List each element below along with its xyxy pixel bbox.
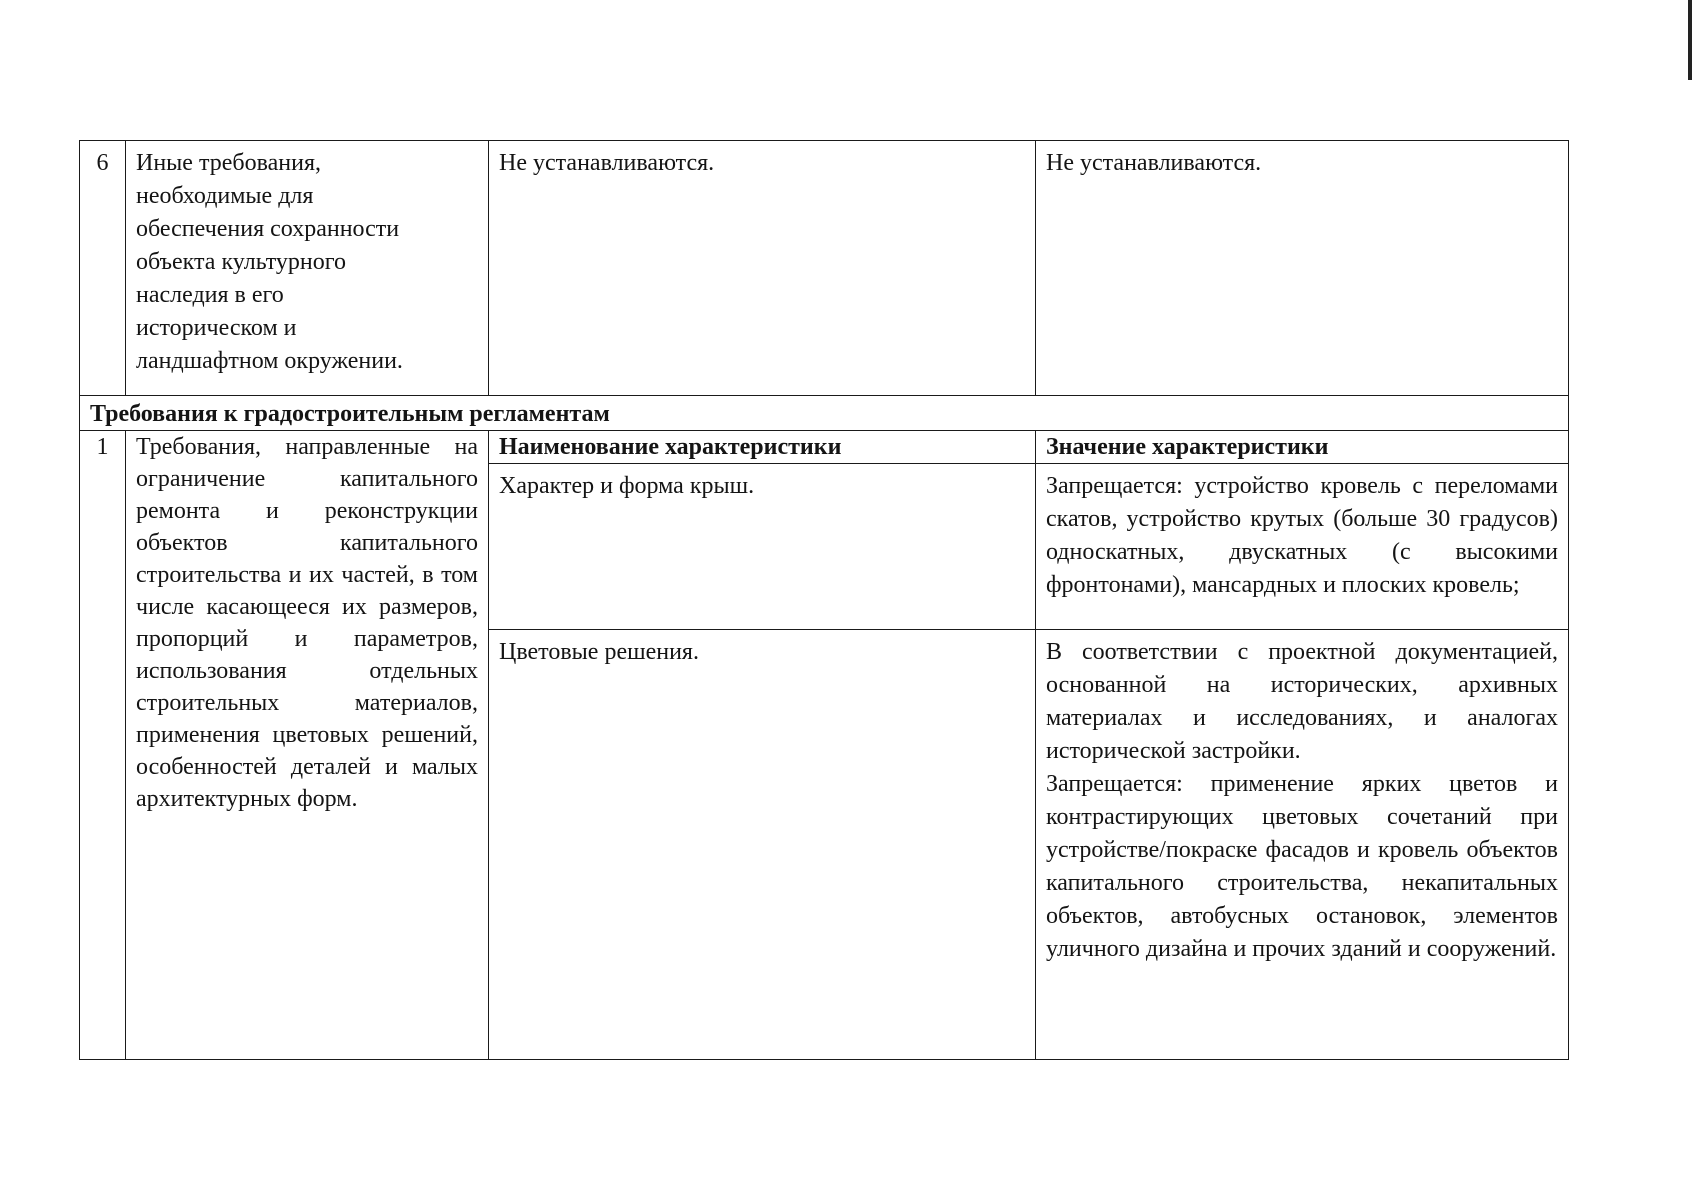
title-line: необходимые для — [136, 183, 314, 209]
title-line: объекта культурного — [136, 249, 346, 275]
value-paragraph: В соответствии с проектной документацией, основанной на исторических, архивных материалах и исследованиях, и аналогах исторической застройки. — [1046, 639, 1558, 764]
table-row-6 — [80, 141, 1569, 396]
requirements-table — [79, 140, 1569, 1060]
characteristic-value — [1036, 630, 1569, 1060]
section-row — [80, 396, 1569, 431]
title-line: ландшафтном окружении. — [136, 348, 403, 374]
scan-edge-mark — [1688, 0, 1692, 80]
title-line: обеспечения сохранности — [136, 216, 400, 242]
header-characteristic-name: Наименование характеристики — [489, 431, 1036, 464]
requirement-value-col4: Не устанавливаются. — [1036, 141, 1569, 396]
title-line: историческом и — [136, 315, 297, 341]
characteristic-name: Характер и форма крыш. — [489, 464, 1036, 630]
characteristic-value — [1036, 464, 1569, 630]
row-number: 6 — [80, 141, 126, 396]
characteristic-name: Цветовые решения. — [489, 630, 1036, 1060]
section-title: Требования к градостроительным регламентам — [80, 396, 1569, 431]
value-paragraph: Запрещается: применение ярких цветов и контрастирующих цветовых сочетаний при устройстве/покраске фасадов и кровель объектов капитального строительства, некапитальных объектов, автобусных остановок, элементов уличного дизайна и прочих зданий и сооружений. — [1046, 771, 1558, 962]
value-paragraph: Запрещается: устройство кровель с переломами скатов, устройство крутых (больше 30 градусов) односкатных, двускатных (с высокими фронтонами), мансардных и плоских кровель; — [1046, 473, 1558, 598]
title-line: наследия в его — [136, 282, 284, 308]
row-number: 1 — [80, 431, 126, 1060]
requirement-value-col3: Не устанавливаются. — [489, 141, 1036, 396]
title-line: Иные требования, — [136, 150, 321, 176]
header-characteristic-value: Значение характеристики — [1036, 431, 1569, 464]
table-row-1-header — [80, 431, 1569, 464]
requirement-title — [126, 141, 489, 396]
requirement-description: Требования, направленные на ограничение капитального ремонта и реконструкции объектов капитального строительства и их частей, в том числе касающееся их размеров, пропорций и параметров, использования отдельных строительных материалов, применения цветовых решений, особенностей деталей и малых архитектурных форм. — [126, 431, 489, 1060]
